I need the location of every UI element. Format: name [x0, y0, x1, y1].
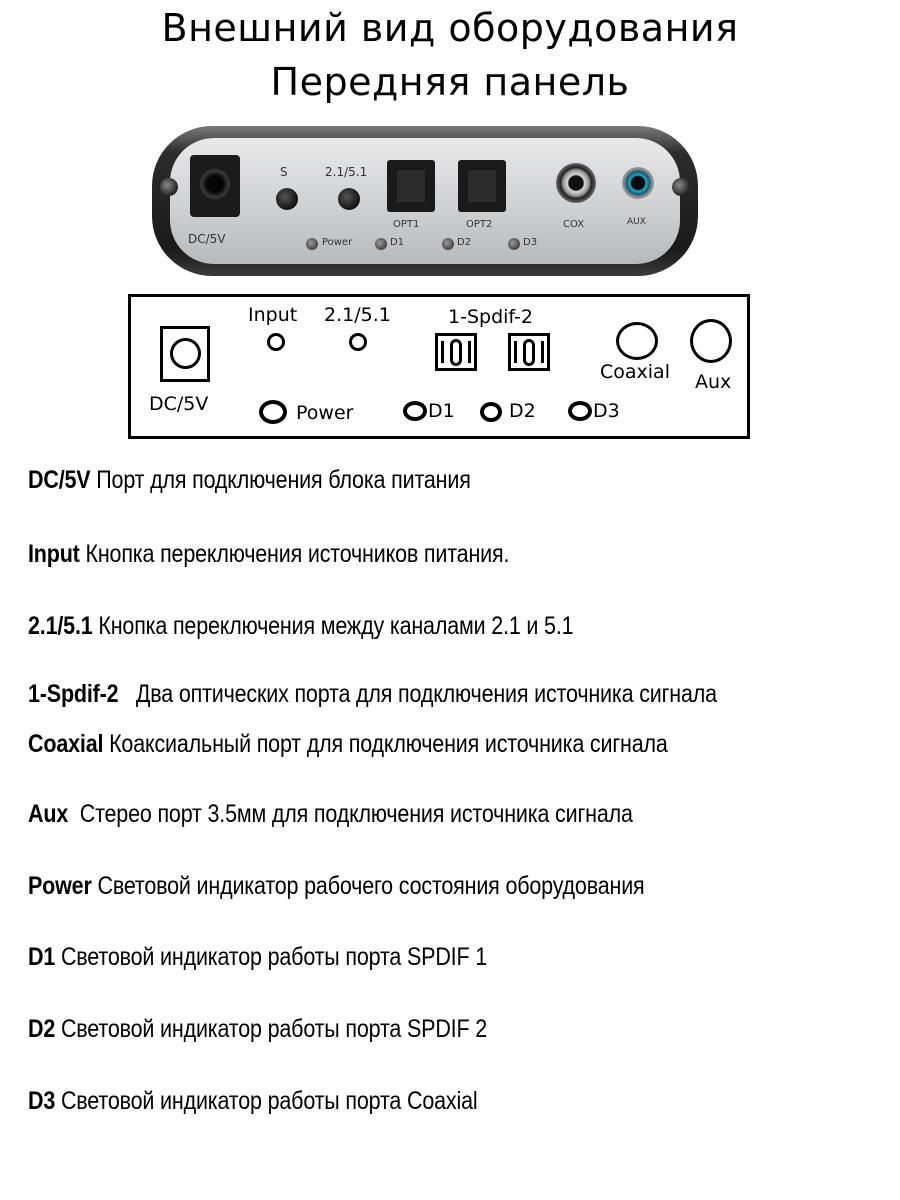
d3-led-photo — [508, 238, 520, 250]
legend-item-d2 — [28, 1015, 487, 1044]
schematic-label-dc: DC/5V — [149, 393, 209, 415]
page-title: Внешний вид оборудования — [161, 6, 739, 50]
aux-port-photo — [622, 167, 654, 199]
legend-term: Power — [28, 872, 92, 900]
schematic-label-power: Power — [296, 402, 354, 424]
schematic-label-aux: Aux — [695, 371, 732, 393]
legend-item-mode — [28, 612, 573, 641]
legend-desc: Коаксиальный порт для подключения источника сигнала — [109, 730, 668, 758]
legend-item-power — [28, 872, 645, 901]
aux-port-symbol — [690, 319, 732, 363]
photo-label-dc: DC/5V — [188, 232, 226, 246]
schematic-label-mode: 2.1/5.1 — [324, 304, 391, 326]
schematic-label-coaxial: Coaxial — [600, 361, 670, 383]
legend-item-d3 — [28, 1087, 477, 1116]
opt1-port-photo — [387, 160, 435, 212]
coaxial-port-symbol — [616, 322, 658, 360]
screw-right-icon — [672, 178, 690, 196]
legend-item-d1 — [28, 943, 487, 972]
dc-port-symbol — [160, 326, 210, 382]
legend-desc: Кнопка переключения между каналами 2.1 и 5.1 — [98, 612, 574, 640]
legend-desc: Световой индикатор рабочего состояния оборудования — [97, 872, 645, 900]
s-button-photo — [276, 188, 298, 210]
opt2-port-photo — [458, 160, 506, 212]
mode-button-photo — [338, 188, 360, 210]
coax-port-photo — [556, 163, 596, 203]
legend-term: 2.1/5.1 — [28, 612, 93, 640]
photo-label-d1: D1 — [390, 237, 405, 248]
legend-desc: Два оптических порта для подключения источника сигнала — [135, 680, 717, 708]
photo-label-d2: D2 — [457, 237, 472, 248]
legend-desc: Кнопка переключения источников питания. — [85, 540, 510, 568]
schematic-label-input: Input — [248, 304, 298, 326]
panel-schematic — [128, 294, 750, 439]
legend-term: D3 — [28, 1087, 56, 1115]
legend-term: DC/5V — [28, 466, 91, 494]
screw-left-icon — [160, 178, 178, 196]
legend-item-dc — [28, 466, 471, 495]
legend-term: Input — [28, 540, 80, 568]
photo-label-mode: 2.1/5.1 — [325, 165, 368, 179]
photo-label-aux: AUX — [627, 217, 646, 227]
power-led-symbol — [259, 400, 287, 424]
d1-led-symbol — [403, 401, 427, 421]
d3-led-symbol — [568, 401, 592, 421]
legend-item-aux — [28, 800, 633, 829]
schematic-label-d1: D1 — [428, 400, 455, 422]
legend-desc: Порт для подключения блока питания — [96, 466, 471, 494]
legend-desc: Световой индикатор работы порта Coaxial — [60, 1087, 478, 1115]
legend-term: D2 — [28, 1015, 56, 1043]
photo-label-d3: D3 — [523, 237, 538, 248]
page-subtitle: Передняя панель — [270, 60, 630, 104]
legend-item-spdif — [28, 680, 717, 709]
legend-desc: Стерео порт 3.5мм для подключения источника сигнала — [79, 800, 633, 828]
photo-label-opt1: OPT1 — [393, 219, 420, 230]
photo-label-s: S — [280, 165, 288, 179]
d2-led-photo — [442, 238, 454, 250]
spdif1-port-symbol — [435, 333, 477, 371]
legend-desc: Световой индикатор работы порта SPDIF 1 — [60, 943, 488, 971]
legend-term: D1 — [28, 943, 56, 971]
legend-item-input — [28, 540, 509, 569]
schematic-label-d3: D3 — [593, 400, 620, 422]
dc-jack-photo — [190, 155, 240, 217]
legend-item-coaxial — [28, 730, 668, 759]
schematic-label-d2: D2 — [509, 400, 536, 422]
legend-term: Aux — [28, 800, 69, 828]
d2-led-symbol — [480, 402, 502, 422]
photo-label-power: Power — [322, 237, 353, 248]
power-led-photo — [306, 238, 318, 250]
legend-term: 1-Spdif-2 — [28, 680, 119, 708]
legend-desc: Световой индикатор работы порта SPDIF 2 — [60, 1015, 488, 1043]
photo-label-cox: COX — [563, 219, 585, 230]
mode-button-symbol — [349, 333, 367, 351]
schematic-label-spdif: 1-Spdif-2 — [448, 306, 533, 328]
d1-led-photo — [375, 238, 387, 250]
photo-label-opt2: OPT2 — [466, 219, 493, 230]
spdif2-port-symbol — [508, 333, 550, 371]
input-button-symbol — [267, 333, 285, 351]
legend-term: Coaxial — [28, 730, 104, 758]
